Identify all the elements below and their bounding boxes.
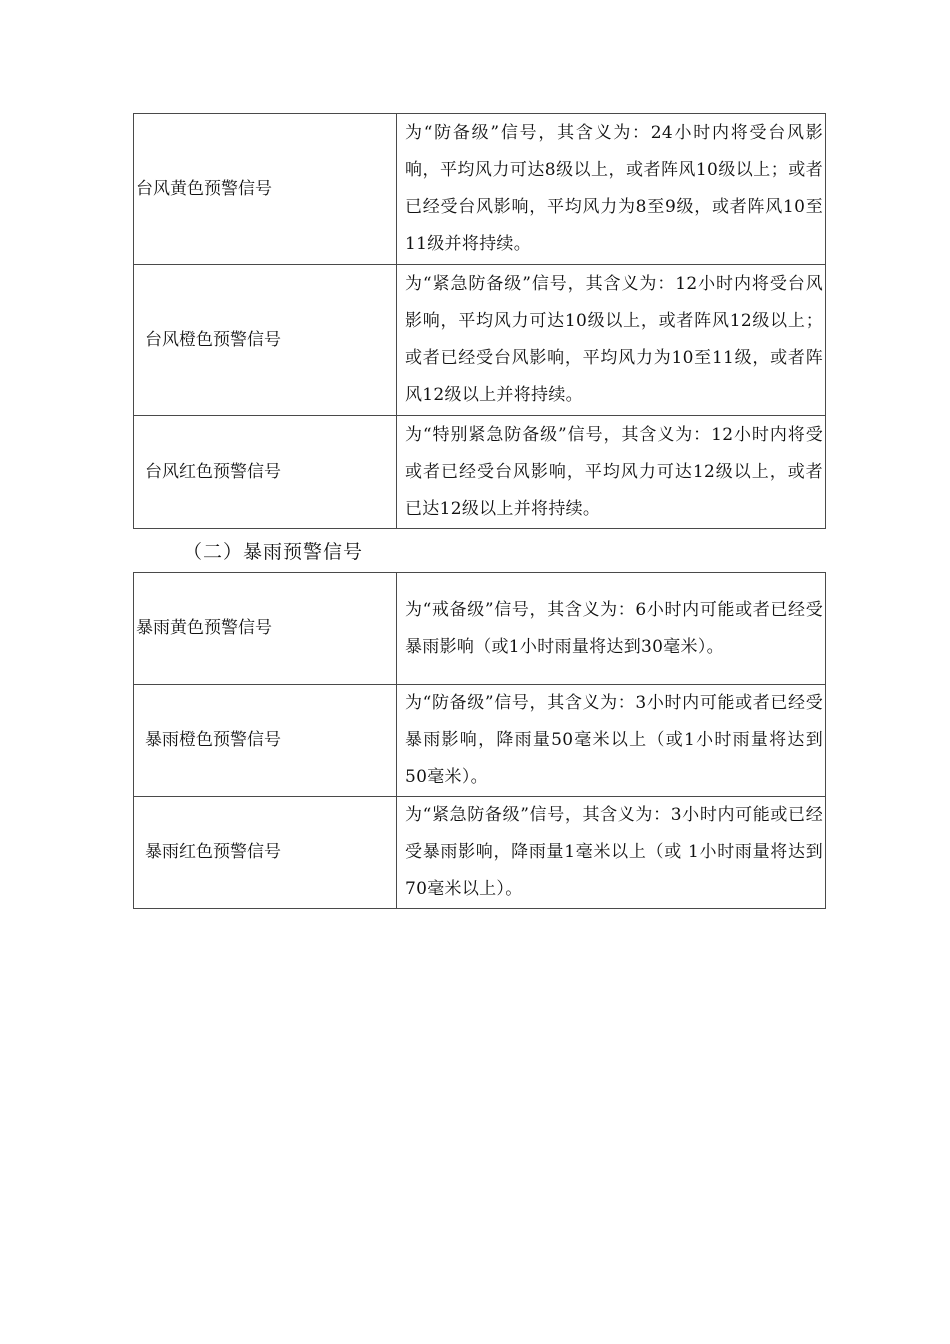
signal-name-cell <box>134 114 397 265</box>
signal-name-cell <box>134 265 397 416</box>
table-row <box>134 114 826 265</box>
table-row <box>134 685 826 797</box>
signal-description: 为“防备级”信号，其含义为：24小时内将受台风影响，平均风力可达8级以上，或者阵风10级以上；或者已经受台风影响，平均风力为8至9级，或者阵风10至11级并将持续。 <box>397 114 826 265</box>
signal-description: 为“戒备级”信号，其含义为：6小时内可能或者已经受暴雨影响（或1小时雨量将达到30毫米）。 <box>397 573 826 685</box>
typhoon-warning-table <box>133 113 826 529</box>
table-row <box>134 265 826 416</box>
signal-description: 为“防备级”信号，其含义为：3小时内可能或者已经受暴雨影响，降雨量50毫米以上（或1小时雨量将达到50毫米）。 <box>397 685 826 797</box>
signal-description: 为“紧急防备级”信号，其含义为：3小时内可能或已经受暴雨影响，降雨量1毫米以上（或 1小时雨量将达到70毫米以上）。 <box>397 797 826 909</box>
table-row <box>134 797 826 909</box>
signal-name-cell <box>134 797 397 909</box>
signal-description: 为“紧急防备级”信号，其含义为：12小时内将受台风影响，平均风力可达10级以上，或者阵风12级以上；或者已经受台风影响，平均风力为10至11级，或者阵风12级以上并将持续。 <box>397 265 826 416</box>
signal-name-cell <box>134 573 397 685</box>
signal-description: 为“特别紧急防备级”信号，其含义为：12小时内将受或者已经受台风影响，平均风力可达12级以上，或者已达12级以上并将持续。 <box>397 416 826 529</box>
rainstorm-warning-table <box>133 572 826 909</box>
table-row <box>134 416 826 529</box>
table-row <box>134 573 826 685</box>
signal-name: 台风黄色预警信号 <box>136 178 272 199</box>
signal-name: 台风橙色预警信号 <box>145 329 281 350</box>
signal-name: 暴雨红色预警信号 <box>145 842 281 862</box>
signal-name-cell <box>134 416 397 529</box>
section-heading-rainstorm: （二）暴雨预警信号 <box>183 541 364 563</box>
signal-name: 暴雨黄色预警信号 <box>136 618 272 638</box>
signal-name: 暴雨橙色预警信号 <box>145 730 281 750</box>
signal-name-cell <box>134 685 397 797</box>
signal-name: 台风红色预警信号 <box>145 461 281 482</box>
